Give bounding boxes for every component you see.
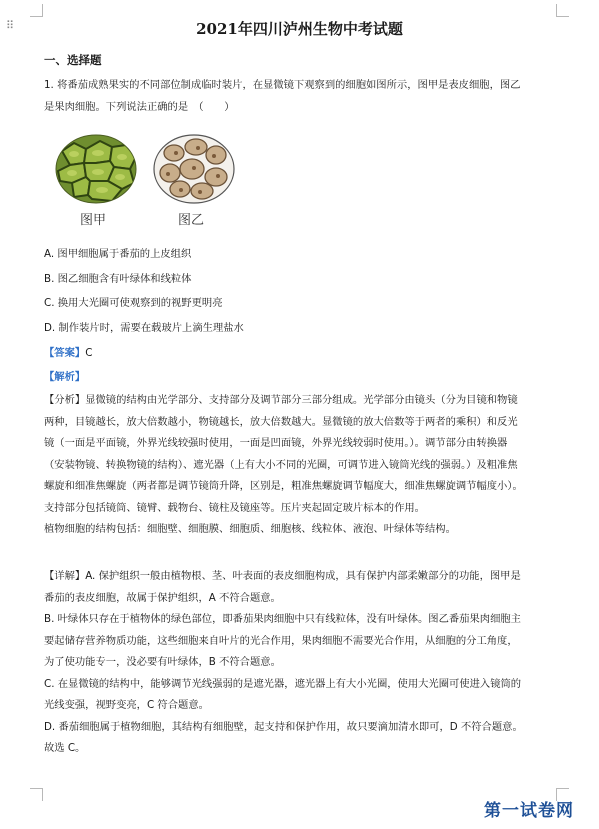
analysis-label: 【解析】 [44,371,86,383]
option-b: B. 图乙细胞含有叶绿体和线粒体 [44,272,192,285]
question-stem-line: 是果肉细胞。下列说法正确的是 （ ） [44,100,235,113]
figure-jia-caption: 图甲 [80,213,107,228]
analysis-line: 【分析】显微镜的结构由光学部分、支持部分及调节部分三部分组成。光学部分由镜头（分为目镜和物镜 [44,394,518,406]
detail-line: D. 番茄细胞属于植物细胞，其结构有细胞壁，起支持和保护作用，故只要滴加清水即可，D 不符合题意。 [44,720,523,733]
answer-block [44,341,564,389]
answer-label: 【答案】 [44,347,86,359]
option-c: C. 换用大光圈可使观察到的视野更明亮 [44,297,223,309]
question-stem [44,75,564,118]
detail-line: 光线变强，视野变亮，C 符合题意。 [44,699,209,711]
page-title: 2021年四川泸州生物中考试题 [196,20,403,38]
analysis-line: （安装物镜、转换物镜的结构）、遮光器（上有大小不同的光圈，可调节进入镜筒光线的强弱。）及粗准焦 [44,458,518,471]
section-heading: 一、选择题 [44,53,102,67]
analysis-line: 植物细胞的结构包括：细胞壁、细胞膜、细胞质、细胞核、线粒体、液泡、叶绿体等结构。 [44,523,456,535]
detail-line: 为了使功能专一，没必要有叶绿体，B 不符合题意。 [44,656,281,668]
detail-line: 故选 C。 [44,742,86,754]
detail-paragraph [44,566,564,760]
option-a: A. 图甲细胞属于番茄的上皮组织 [44,248,192,260]
detail-line: C. 在显微镜的结构中，能够调节光线强弱的是遮光器，遮光器上有大小光圈，使用大光圈可使进入镜筒的 [44,677,522,690]
figure-jia-image [52,131,140,211]
detail-line: 【详解】A. 保护组织一般由植物根、茎、叶表面的表皮细胞构成，具有保护内部柔嫩部分的功能，图甲是 [44,570,521,582]
answer-value: C [85,347,93,359]
page-corner-mark [30,788,43,801]
question-figures [52,131,242,231]
detail-line: 要起储存营养物质功能，这些细胞来自叶片的光合作用，果肉细胞不需要光合作用，从细胞的分工角度， [44,634,518,647]
analysis-paragraph [44,390,564,541]
figure-yi-caption: 图乙 [178,213,205,228]
analysis-line: 镜（一面是平面镜，外界光线较强时使用，一面是凹面镜，外界光线较弱时使用。）。调节部分由转换器 [44,437,508,449]
page-corner-mark [30,4,43,17]
detail-line: 番茄的表皮细胞，故属于保护组织，A 不符合题意。 [44,591,281,604]
question-stem-line: 1. 将番茄成熟果实的不同部位制成临时装片，在显微镜下观察到的细胞如图所示，图甲是表皮细胞，图乙 [44,79,521,91]
fenxi-label: 【分析】 [44,394,86,406]
figure-yi-image [150,131,238,211]
answer-line [44,341,564,365]
drag-handle-icon[interactable]: ⠿ [6,19,16,32]
analysis-line: 支持部分包括镜筒、镜臂、载物台、镜柱及镜座等。压片夹起固定玻片标本的作用。 [44,501,425,514]
option-d: D. 制作装片时，需要在载玻片上滴生理盐水 [44,321,244,334]
detail-label: 【详解】 [44,570,86,582]
site-watermark: 第一试卷网 [484,801,574,821]
analysis-line: 两种，目镜越长，放大倍数越小，物镜越长，放大倍数越大。显微镜的放大倍数等于两者的乘积）和反光 [44,415,518,428]
option-list [44,242,564,340]
analysis-line: 螺旋和细准焦螺旋（两者都是调节镜筒升降，区别是，粗准焦螺旋调节幅度大，细准焦螺旋调节幅度小）。 [44,480,523,492]
page-corner-mark [556,4,569,17]
detail-line: B. 叶绿体只存在于植物体的绿色部位，即番茄果肉细胞中只有线粒体，没有叶绿体。图乙番茄果肉细胞主 [44,613,521,625]
